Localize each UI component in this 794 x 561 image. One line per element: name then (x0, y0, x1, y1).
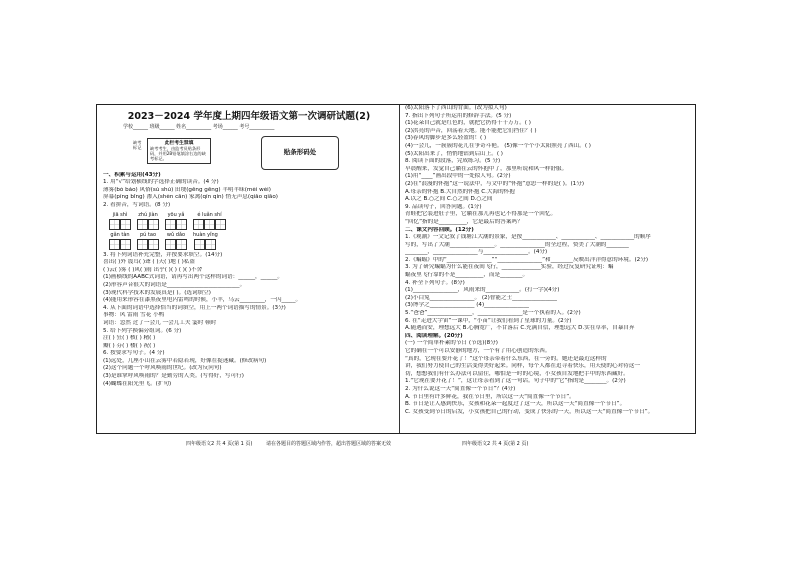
question-line: (1)花朵自己就是红色的，就把它扔得千千万万。( ) (405, 120, 531, 127)
question-line: 切，想想我们有什么办法可以留住，哪怕是一时的心境，小女孩自发地把手中的东西藏好。 (405, 370, 629, 377)
question-line: 写的，写出了大潮________________。________________的全过程，赞美了大潮的________ (405, 241, 629, 248)
question-line: 瓣( ) 芬( ) 楼( ) 祝( ) (103, 342, 156, 349)
absent-mark-label: 缺考标记 (133, 139, 142, 150)
question-line: (2)在“浪漫的怀抱”这一说法中，与文中的“怀抱”意思一样的是( )。(1分) (405, 180, 585, 187)
question-line: 它的确在一个可以安静的地方，一个有了用心创造的东西。 (405, 348, 551, 354)
question-line: (4)能用来形容在漆黑夜里电闪雷鸣的时候，小羊，乌云_________，一闪_____。 (103, 297, 302, 304)
writing-cell[interactable] (137, 239, 148, 250)
question-line: 8. 阅读下面的段落，完成练习。(5 分) (405, 158, 501, 165)
question-line: A. 节日里有许多鲜花，我在节日里，所以这一天“简直像一个节日”。 (405, 393, 575, 400)
exam-sheet (96, 104, 696, 434)
question-line: 1.《观潮》一文记叙了钱塘江大潮的景象，是按____________、____________、____________的顺序 (405, 234, 651, 241)
right-questions (405, 105, 691, 416)
writing-cell[interactable] (109, 219, 120, 230)
question-line: 早晨醒来，发觉自己躺在云的怀抱中了，那里听说和风一样舒服。 (405, 165, 568, 172)
question-line: 7. 指出下列句子所运用的修辞手法。(5 分) (405, 112, 512, 119)
writing-cell[interactable] (204, 219, 215, 230)
writing-cell[interactable] (120, 219, 131, 230)
question-line: 6. 在“走进大宇宙”一课中，“小苗”让我们看到了星球的力量。(2分) (405, 317, 572, 324)
left-column (103, 105, 395, 433)
pinyin-grid-area (103, 212, 395, 250)
question-line: “真的，它现在要开花了！”这个母亲带着什么东西，在一旁的。她还是最近这样的 (405, 355, 607, 362)
writing-cell[interactable] (148, 239, 159, 250)
writing-cell[interactable] (137, 219, 148, 230)
question-line: 1.“它现在要开花了！”，这让母亲看到了这一句话。句子中的“它”指的是________。(2分) (405, 378, 626, 385)
pinyin-label: yōu yǎ (167, 211, 185, 218)
question-line: 2.《蝙蝠》中的“________________”“________________”和________反映出洋洋得意的环境。(2分) (405, 256, 649, 263)
question-line: (2)形容声音很大的词语是__________________________。 (103, 281, 246, 288)
question-line: 5.“爸爸”________________，________________是一个执着的人。(2分) (405, 310, 581, 317)
section-heading: 一、积累与运用(43分) (103, 171, 161, 178)
question-line: 青蛙把它装进肚子里，它躺在那儿再也记不得那是一个回忆。 (405, 211, 557, 218)
question-line: (3)春风的脚步是多么轻盈的！( ) (405, 135, 487, 142)
pinyin-row (109, 212, 395, 230)
question-line: 注( ) 狂( ) 核( ) 精( ) (103, 335, 156, 342)
question-line: (1)画横线的AABC式词语，请再写出两个这样的词语：______，______。 (103, 274, 284, 281)
barcode-area: 贴条形码处 (261, 136, 339, 170)
question-line: 薄雾(bó báo) 风俗(sú shú) 田埂(gěng gēng) 半明半昧(mèi wèi) (103, 186, 271, 193)
question-line: 1. 用“√”给划横线的字选择正确的读音。(4 分) (103, 179, 219, 186)
question-line: 5. 给下列字换偏旁组词。(6 分) (103, 327, 182, 334)
writing-cell[interactable] (205, 239, 216, 250)
footer-left: 四年级语文2 共 4 页(第 1 页) (186, 441, 253, 447)
question-line: (5)太阳出来了，悄悄地钻到后山上。( ) (405, 150, 503, 157)
question-line: A.随遇而安，理想远大 B.心胸宽广，不甘落后 C.充满自信，理想远大 D.实在草率，自暴自弃 (405, 325, 635, 332)
header-boxes (103, 134, 395, 172)
question-line: (1)用“____”画出段中的一处拟人句。(2分) (405, 173, 511, 180)
question-line: (4)一会儿，一簇簇的花儿在争奇斗艳。 (5)像一个个小太阳照亮了西山。( ) (405, 142, 591, 149)
question-line: (1)________________，风雨来的____________。(打一字)(4分) (405, 287, 560, 294)
writing-cell[interactable] (176, 219, 187, 230)
footer-right: 四年级语文2 共 4 页(第 2 页) (462, 441, 529, 447)
writing-cell[interactable] (165, 219, 176, 230)
question-line: (3)是谁掌呼风唤雨的？是勤劳的人类。(写得好，写可行) (103, 373, 244, 380)
pinyin-label: pú tao (139, 231, 156, 238)
pinyin-label: gǎn tàn (110, 231, 130, 238)
pinyin-word (193, 232, 218, 250)
question-line: A.以之 B.○之间 C.○之间 D.○之间 (405, 196, 493, 203)
question-line: (一) 一个简单朴素的节日 (节选)(8分) (405, 340, 498, 347)
writing-cell[interactable] (148, 219, 159, 230)
question-line: A.母亲的怀抱 B.大自然的怀抱 C.大海的怀抱 (405, 188, 515, 195)
pinyin-word (193, 212, 226, 230)
left-questions-part2 (103, 252, 395, 389)
exam-title: 2023－2024 学年度上期四年级语文第一次调研试题(2) (127, 111, 371, 122)
writing-cell[interactable] (120, 239, 131, 250)
pinyin-word (137, 232, 159, 250)
question-line: (3)博学之________________ (4)________________ (405, 302, 529, 309)
section-heading: 二、课文内容回顾。(12分) (405, 226, 474, 233)
pinyin-word (109, 232, 131, 250)
notice-body: 缺考考生，由监考员贴条形码，并用2B铅笔填涂右边的缺考标记。 (150, 145, 206, 162)
question-line: ________，________________与________________。(4分) (405, 249, 548, 256)
section-heading: 四、阅读理解。(20分) (405, 332, 463, 339)
writing-cell[interactable] (194, 239, 205, 250)
pinyin-row (109, 232, 395, 250)
question-line: 屏幕(píng bǐng) 渗入(shèn cān) 家禽(qín qín) 悄无声息(qiǎo qiāo) (103, 194, 278, 201)
question-line: 2. 看拼音，写词语。(8 分) (103, 201, 171, 208)
question-line: 9. 品读句子，回答问题。(1分) (405, 203, 482, 210)
question-line: 事物：风 雷雨 雪花 小鸭 (103, 312, 165, 319)
question-line: (2)这个问题一个呼风唤雨的世纪。(改为反问句) (103, 365, 222, 372)
header-fields: 学校______ 班级______ 姓名__________ 考场______ 考号__________ (123, 124, 275, 130)
writing-cell[interactable] (165, 239, 176, 250)
pinyin-label: é luǎn shí (197, 211, 222, 218)
column-divider (399, 105, 400, 433)
question-line: (3)现代科学技术的发展真是( )。(选词填空) (103, 289, 211, 296)
notice-box (147, 138, 211, 164)
question-line: (1)远处，几座小山在云雾中若隐若现，好像在捉迷藏。(修改病句) (103, 357, 267, 364)
question-line: 3. 将下列词语补充完整，并按要求填空。(14分) (103, 251, 223, 258)
left-questions-part1 (103, 172, 395, 210)
question-line: “回忆”指的是__________，它是最后的答案吗？ (405, 218, 523, 225)
notice-heading: 此栏考生禁填 (164, 140, 194, 146)
question-line: 4. 从下面的词语中选择恰当的词填空，用上一两个词语描写的情景。(3分) (103, 304, 286, 311)
question-line: B. 节日是让人感到快乐，女孩和花朵一起度过了这一天，所以这一天“简直像一个节日”。 (405, 401, 626, 408)
question-line: 6. 按要求写句子。(4 分) (103, 350, 165, 357)
question-line: 蝠夜里飞行靠的不是__________，而是________。 (405, 272, 529, 279)
right-column (405, 105, 691, 433)
writing-cell[interactable] (193, 219, 204, 230)
pinyin-word (165, 232, 187, 250)
footer-middle: 请在各题目的答题区域内作答，超出答题区域的答案无效 (266, 441, 392, 447)
question-line: (2)小白兔________________。 (2)智能之士________________ (405, 294, 557, 301)
question-line: 词语：忽然 过了一会儿 一会儿工夫 霎时 顿时 (103, 319, 217, 326)
pinyin-label: huàn yǐng (193, 231, 218, 238)
question-line: 2. 为什么说这一天“简直像一个节日”？(4分) (405, 385, 516, 392)
question-line: 3. 为了研究蝙蝠为什么能在夜间飞行，______________实验，经过反复研究证明：蝙 (405, 264, 614, 271)
writing-cell[interactable] (176, 239, 187, 250)
question-line: 4. 补全下列句子。(8分) (405, 279, 465, 286)
question-line: (4)蝴蝶在阳光里飞。(扩句) (103, 380, 172, 387)
pinyin-label: wǔ dǎo (166, 231, 186, 238)
question-line: 讲，我们努力使自己的生活变得美好起来。同样，每个人都在追寻着快乐，用天使的心对待这一 (405, 363, 640, 370)
question-line: (2)洪亮的声音，回荡着天地。能不能把它们挡住？( ) (405, 127, 537, 134)
question-line: ( )云( )雾 ( )风( )雨 出乎( )( ) ( )( )不舍 (103, 266, 203, 273)
pinyin-word (137, 212, 159, 230)
pinyin-word (109, 212, 131, 230)
pinyin-label: jiā shì (112, 211, 128, 218)
question-line: 喜出( )外 震耳( )聋 ( )天( )地 ( )私盗 (103, 259, 195, 266)
question-line: C. 女孩受到节日的启发，小女孩把自己的行动，变成了快乐的一天，所以这一天“简直像一个节日”。 (405, 408, 654, 415)
writing-cell[interactable] (109, 239, 120, 250)
question-line: (6)太阳落下了西山的背面。(改为拟人句) (405, 105, 507, 111)
pinyin-label: zhú jiàn (138, 211, 158, 218)
pinyin-word (165, 212, 187, 230)
writing-cell[interactable] (215, 219, 226, 230)
